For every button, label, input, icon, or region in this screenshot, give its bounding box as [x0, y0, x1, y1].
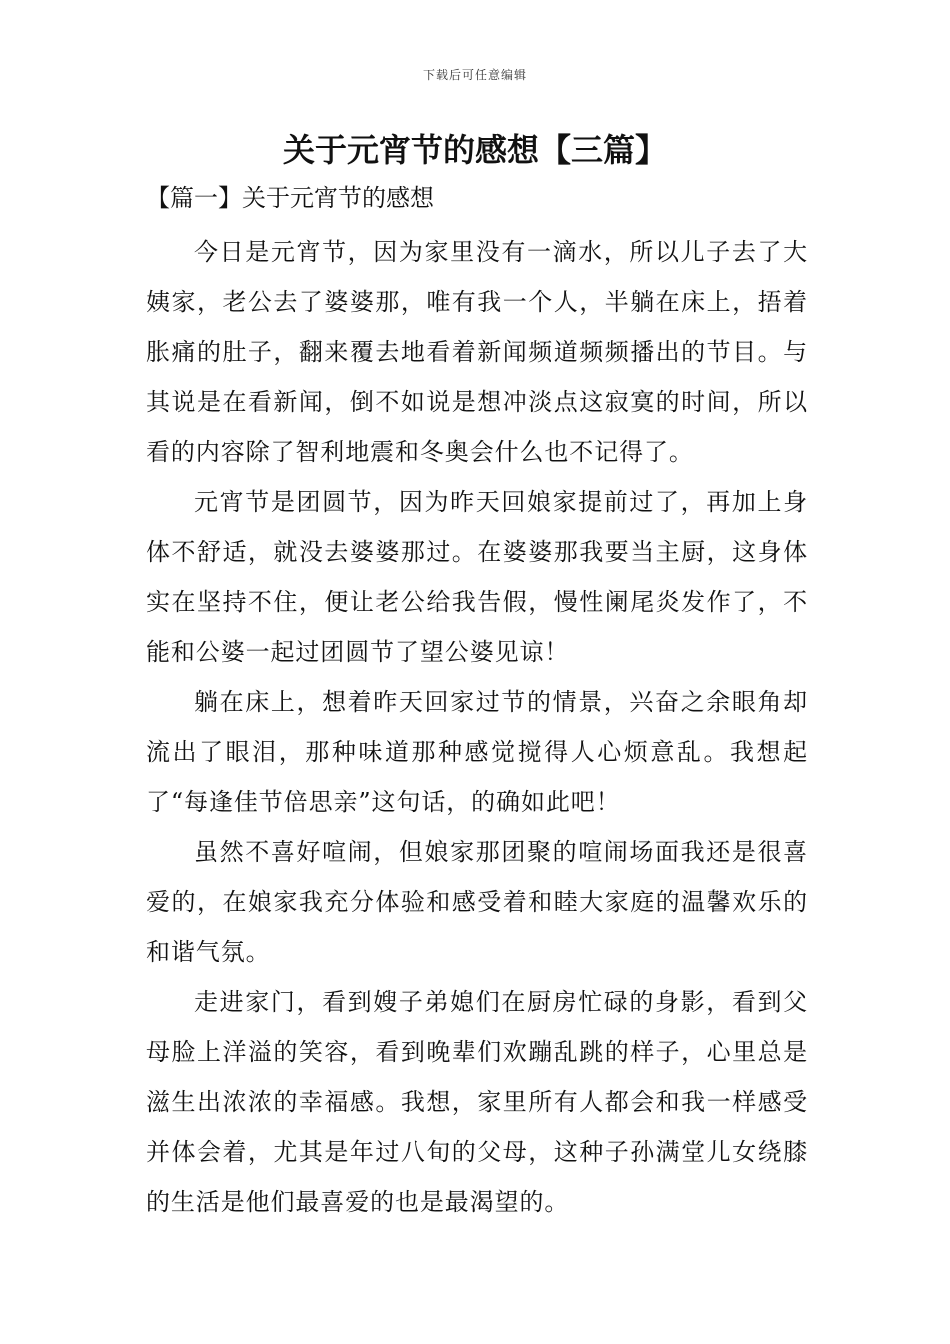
section-heading: 【篇一】关于元宵节的感想 [146, 184, 434, 212]
paragraph-2: 元宵节是团圆节，因为昨天回娘家提前过了，再加上身体不舒适，就没去婆婆那过。在婆婆那我要当主厨，这身体实在坚持不住，便让老公给我告假，慢性阑尾炎发作了，不能和公婆一起过团圆节了望公婆见谅！ [146, 488, 808, 666]
document-title: 关于元宵节的感想【三篇】 [282, 131, 667, 169]
header-note: 下载后可任意编辑 [422, 68, 527, 82]
paragraph-3: 躺在床上，想着昨天回家过节的情景，兴奋之余眼角却流出了眼泪，那种味道那种感觉搅得人心烦意乱。我想起了“每逢佳节倍思亲”这句话，的确如此吧！ [146, 688, 808, 816]
paragraph-1: 今日是元宵节，因为家里没有一滴水，所以儿子去了大姨家，老公去了婆婆那，唯有我一个人，半躺在床上，捂着胀痛的肚子，翻来覆去地看着新闻频道频频播出的节目。与其说是在看新闻，倒不如说是想冲淡点这寂寞的时间，所以看的内容除了智利地震和冬奥会什么也不记得了。 [146, 238, 808, 466]
paragraph-4: 虽然不喜好喧闹，但娘家那团聚的喧闹场面我还是很喜爱的，在娘家我充分体验和感受着和睦大家庭的温馨欢乐的和谐气氛。 [146, 838, 808, 966]
paragraph-5: 走进家门，看到嫂子弟媳们在厨房忙碌的身影，看到父母脸上洋溢的笑容，看到晚辈们欢蹦乱跳的样子，心里总是滋生出浓浓的幸福感。我想，家里所有人都会和我一样感受并体会着，尤其是年过八旬的父母，这种子孙满堂儿女绕膝的生活是他们最喜爱的也是最渴望的。 [146, 988, 808, 1216]
body-text [146, 227, 808, 1227]
